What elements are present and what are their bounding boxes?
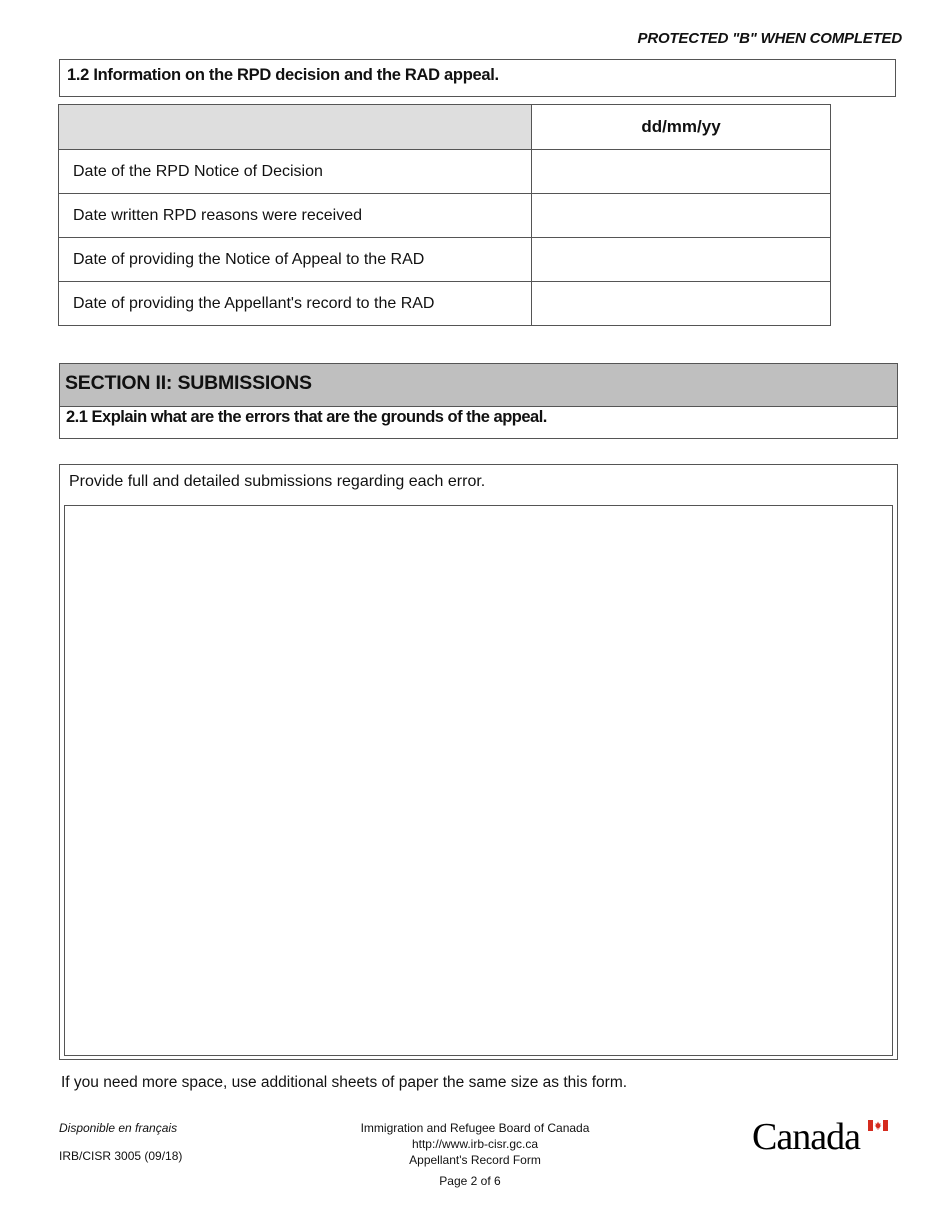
table-row	[59, 150, 831, 194]
section-2-title: SECTION II: SUBMISSIONS	[59, 363, 898, 407]
rpd-notice-date-label: Date of the RPD Notice of Decision	[59, 150, 532, 194]
org-url: http://www.irb-cisr.gc.ca	[411, 1137, 539, 1151]
protected-label: PROTECTED "B" WHEN COMPLETED	[637, 30, 902, 47]
submissions-instruction: Provide full and detailed submissions regarding each error.	[69, 473, 486, 490]
appellant-record-date-field[interactable]	[532, 282, 831, 326]
dates-table-header	[59, 105, 831, 150]
submissions-textarea[interactable]	[64, 505, 893, 1056]
form-code: IRB/CISR 3005 (09/18)	[59, 1149, 183, 1163]
notice-of-appeal-date-input[interactable]	[546, 238, 816, 281]
footer-org-block	[325, 1120, 625, 1168]
canada-flag-icon	[868, 1120, 888, 1131]
rpd-reasons-date-label: Date written RPD reasons were received	[59, 194, 532, 238]
form-name: Appellant's Record Form	[409, 1153, 541, 1167]
dates-table	[58, 104, 831, 326]
notice-of-appeal-date-label: Date of providing the Notice of Appeal to the RAD	[59, 238, 532, 282]
rpd-notice-date-input[interactable]	[546, 150, 816, 193]
rpd-notice-date-field[interactable]	[532, 150, 831, 194]
canada-wordmark-text: Canada	[752, 1116, 860, 1158]
date-format-header: dd/mm/yy	[532, 105, 831, 150]
notice-of-appeal-date-field[interactable]	[532, 238, 831, 282]
submissions-box	[59, 464, 898, 1060]
appellant-record-date-input[interactable]	[546, 282, 816, 325]
section-1-2-title: 1.2 Information on the RPD decision and the RAD appeal.	[59, 59, 896, 97]
table-row	[59, 194, 831, 238]
rpd-reasons-date-input[interactable]	[546, 194, 816, 237]
appellant-record-date-label: Date of providing the Appellant's record to the RAD	[59, 282, 532, 326]
org-name: Immigration and Refugee Board of Canada	[360, 1121, 590, 1135]
rpd-reasons-date-field[interactable]	[532, 194, 831, 238]
section-2-1-title: 2.1 Explain what are the errors that are the grounds of the appeal.	[59, 406, 898, 439]
more-space-note: If you need more space, use additional sheets of paper the same size as this form.	[61, 1074, 628, 1091]
page-number: Page 2 of 6	[439, 1174, 501, 1188]
table-row	[59, 238, 831, 282]
header-blank-cell	[59, 105, 532, 150]
french-availability-note: Disponible en français	[59, 1121, 178, 1135]
canada-wordmark	[752, 1118, 892, 1158]
table-row	[59, 282, 831, 326]
